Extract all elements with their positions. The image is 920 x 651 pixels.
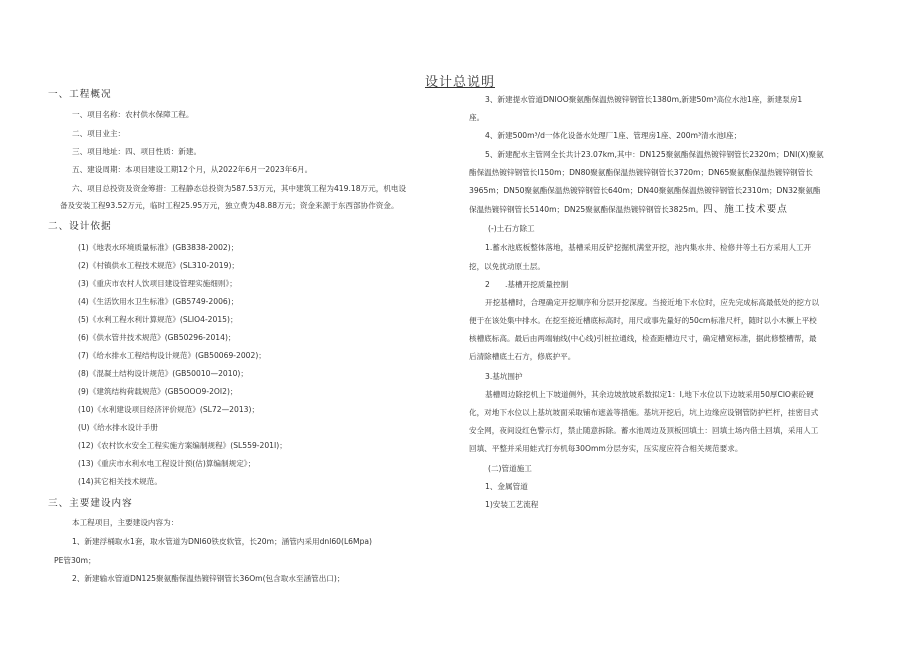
text-line <box>72 110 194 120</box>
line-text: (10)《水利建设项目经济评价规范》(SL72—2013)； <box>78 405 260 414</box>
line-text: 回填、平整并采用蛙式打夯机每30Omm分层夯实，压实度应符合相关规范要求。 <box>469 444 743 453</box>
text-line <box>469 444 742 454</box>
line-text: 挖，以免扰动原土层。 <box>469 262 545 271</box>
page-title: 设计总说明 <box>424 75 495 90</box>
line-text: (8)《混凝土结构设计规范》(GB50010—2010)； <box>78 369 248 378</box>
line-text: 五、建设周期：本项目建设工期12个月，从2022年6月一2023年6月。 <box>72 165 313 174</box>
text-line <box>485 372 523 382</box>
text-line <box>78 387 238 397</box>
text-line <box>469 352 575 362</box>
line-text: (12)《农村饮水安全工程实施方案编制规程》(SL559-201I)； <box>78 441 287 450</box>
text-line <box>469 168 813 178</box>
section-heading <box>48 498 133 510</box>
text-line <box>78 351 266 361</box>
text-line <box>78 441 287 451</box>
text-line <box>469 186 821 196</box>
text-line <box>78 279 237 289</box>
text-line <box>78 315 238 325</box>
line-text: 座。 <box>469 113 485 122</box>
text-line <box>485 95 802 105</box>
line-text: 备及安装工程93.52万元，临时工程25.95万元，独立费为48.88万元；资金来源于东西部协作资金。 <box>60 201 399 210</box>
line-text: 3.基坑围护 <box>485 372 523 381</box>
text-line <box>78 297 238 307</box>
line-text: (4)《生活饮用水卫生标准》(GB5749-2006)； <box>78 297 239 306</box>
text-line <box>72 518 178 528</box>
text-line <box>78 459 255 469</box>
line-text: (5)《水利工程水利计算规范》(SLIO4-2015)； <box>78 315 238 324</box>
text-line <box>72 165 312 175</box>
text-line <box>469 205 788 215</box>
section-heading <box>48 221 112 233</box>
line-text: 核槽底标高。最后由两端轴线(中心线)引桩拉通线，检查距槽边尺寸，确定槽宽标准，据此修整槽帮，最 <box>469 334 817 343</box>
text-line <box>78 423 158 433</box>
line-text: 一、项目名称：农村供水保障工程。 <box>72 110 194 119</box>
line-text: 4、新建500m³/d一体化设备水处理厂1座、管理房1座、200m³清水池I座； <box>485 131 742 140</box>
line-text: 三、主要建设内容 <box>48 498 133 509</box>
line-text: 本工程项目，主要建设内容为： <box>72 518 179 527</box>
text-line <box>469 408 818 418</box>
line-text: 三、项目地址：四、项目性质：新建。 <box>72 147 202 156</box>
line-text: (6)《供水管井技术规范》(GB50296-2014)； <box>78 333 236 342</box>
line-text: 二、设计依据 <box>48 221 112 232</box>
text-line <box>72 147 201 157</box>
text-line <box>78 261 239 271</box>
line-text: PE管30m； <box>54 556 96 565</box>
text-line <box>488 224 535 234</box>
text-line <box>78 405 259 415</box>
line-text: (14)其它相关技术规范。 <box>78 477 162 486</box>
text-line <box>485 131 741 141</box>
line-text: 5、新建配水主管网全长共计23.07km,其中：DN125聚氨酯保温热镀锌钢管长2320m；DNI(X)聚氨 <box>485 150 824 159</box>
line-text: (二)管道施工 <box>488 464 532 473</box>
line-text: 1.蓄水池底板整体落地，基槽采用反铲挖掘机满堂开挖，池内集水井、检修井等土石方采用人工开 <box>485 243 812 252</box>
line-text: 安全网，夜间设红色警示灯，禁止随意拆除。蓄水池周边及顶板回填土：回填土场内借土回填，采用人工 <box>469 426 819 435</box>
line-text: 3、新建提水管道DNIOO聚氨酯保温热镀锌钢管长1380m,新建50m³高位水池1座，新建泵房1 <box>485 95 803 104</box>
text-line <box>78 477 162 487</box>
text-line <box>78 333 236 343</box>
line-text: (U)《给水排水设计手册 <box>78 423 158 432</box>
line-text: 3965m；DN50聚氨酯保温热镀锌钢管长640m；DN40聚氨酯保温热镀锌钢管长2310m；DN32聚氨酯 <box>469 186 821 195</box>
line-text: 1)安装工艺流程 <box>485 500 539 509</box>
line-text: 二、项目业主： <box>72 129 126 138</box>
line-text: (3)《重庆市农村人饮项目建设管理实施细则》； <box>78 279 237 288</box>
line-text: (1)《地表水环境质量标准》(GB3838-2002)； <box>78 243 239 252</box>
line-text: 后清除槽底土石方，修底护平。 <box>469 352 576 361</box>
text-line <box>485 243 811 253</box>
section-heading: 四、施工技术要点 <box>703 204 788 215</box>
text-line <box>485 500 538 510</box>
line-text: 2 .基槽开挖质量控制 <box>485 280 569 289</box>
text-line <box>469 113 484 123</box>
line-text: 开挖基槽时，合理确定开挖顺序和分层开挖深度。当接近地下水位时，应先完成标高最低处的挖方以 <box>485 298 820 307</box>
text-line <box>469 262 545 272</box>
line-text: (9)《建筑结构荷载规范》(GB5OOO9-2OI2)； <box>78 387 238 396</box>
line-text: 六、项目总投资及资金筹措：工程静态总投资为587.53万元，其中建筑工程为419.18万元，机电设 <box>72 184 407 193</box>
line-text: (2)《村镇供水工程技术规范》(SL310-2019)； <box>78 261 240 270</box>
line-text: 便于在该处集中排水。在挖至接近槽底标高时，用尺或事先量好的50cm标准尺杆，随时以小木橛上平校 <box>469 316 817 325</box>
line-text: (-)土石方除工 <box>488 224 535 233</box>
text-line <box>485 280 568 290</box>
text-line <box>485 150 824 160</box>
line-text: (7)《给水排水工程结构设计规范》(GB50069-2002)； <box>78 351 266 360</box>
line-text: 2、新建输水管道DN125聚氨酯保温热镀锌钢管长36Om(包含取水至涵管出口)； <box>72 574 345 583</box>
text-line <box>485 482 528 492</box>
line-text: 一、工程概况 <box>48 89 112 100</box>
text-line <box>485 298 819 308</box>
line-text: 1、新建浮桶取水1套，取水管道为DNI60铁皮软管，长20m；涵管内采用dnl60(L6Mpa) <box>72 537 373 546</box>
text-line <box>488 464 532 474</box>
text-line <box>72 537 372 547</box>
text-line <box>469 426 818 436</box>
text-line <box>72 129 125 139</box>
text-line <box>54 556 96 566</box>
text-line <box>469 334 817 344</box>
line-text: 基槽周边除挖机上下坡道侧外，其余边坡放坡系数拟定1：I,地下水位以下边坡采用50厚ClO素砼硬 <box>485 390 814 399</box>
line-text: 化，对地下水位以上基坑坡面采取铺布遮盖等措施。基坑开挖后，坑上边缘应设钢管防护栏杆，挂密目式 <box>469 408 819 417</box>
text-line <box>469 316 817 326</box>
text-line <box>60 201 399 211</box>
text-line <box>78 243 238 253</box>
line-text: 酯保温热镀锌钢管长I150m；DN80聚氨酯保温热镀锌钢管长3720m；DN65聚氨酯保温热镀锌钢管长 <box>469 168 813 177</box>
text-line <box>78 369 248 379</box>
text-line <box>485 390 814 400</box>
line-text: 1、金属管道 <box>485 482 528 491</box>
line-text: (13)《重庆市水利水电工程设计预(估)算编制规定》； <box>78 459 256 468</box>
text-line <box>72 184 406 194</box>
text-line <box>72 574 344 584</box>
section-heading <box>48 89 112 101</box>
line-text: 保温热镀锌钢管长5140m；DN25聚氨酯保温热镀锌钢管长3825m。 <box>469 205 704 214</box>
